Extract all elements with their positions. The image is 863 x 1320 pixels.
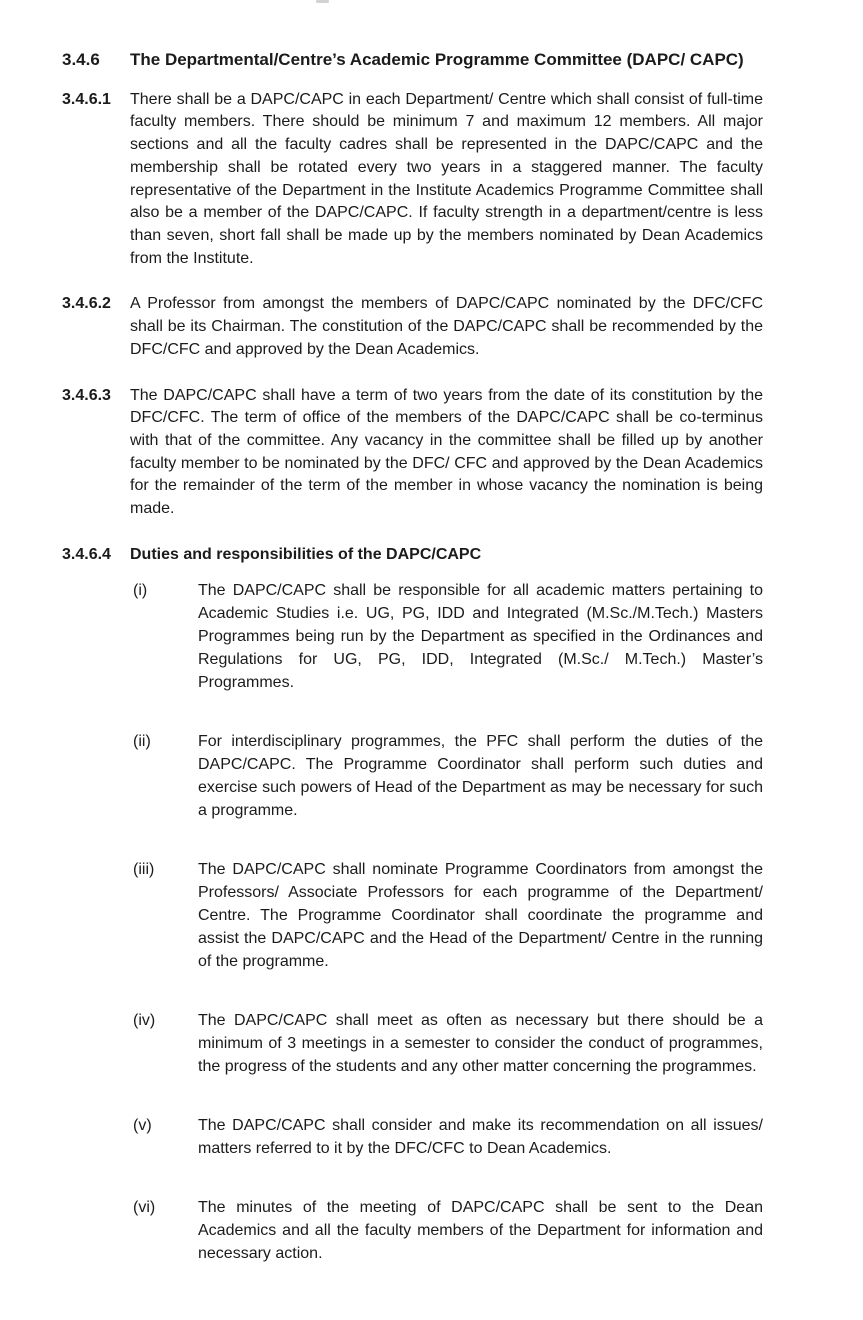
- duties-list: [62, 579, 763, 1266]
- clause-number: 3.4.6.3: [62, 386, 111, 404]
- clause-number: 3.4.6.2: [62, 295, 111, 313]
- duty-item-vi: [133, 1196, 763, 1265]
- clause-number: 3.4.6.4: [62, 545, 111, 563]
- duty-item-i: [133, 579, 763, 694]
- duty-label: (v): [133, 1117, 152, 1135]
- duty-label: (i): [133, 581, 148, 599]
- clause-text: A Professor from amongst the members of DAPC/CAPC nominated by the DFC/CFC shall be its Chairman. The constitution of the DAPC/CAPC shall be recommended by the DFC/CFC and approved by the Dean Academics.: [130, 295, 763, 358]
- clause-number: 3.4.6.1: [62, 90, 111, 108]
- clause-text: Duties and responsibilities of the DAPC/CAPC: [130, 545, 482, 563]
- duty-text: The DAPC/CAPC shall nominate Programme Coordinators from amongst the Professors/ Associate Professors for each programme of the Department/ Centre. The Programme Coordinator shall coordinate the programme and assist the DAPC/CAPC and the Head of the Department/ Centre in the running of the programme.: [198, 860, 763, 970]
- clause-3464-heading: [62, 544, 763, 567]
- clause-text: There shall be a DAPC/CAPC in each Department/ Centre which shall consist of full-time faculty members. There should be minimum 7 and maximum 12 members. All major sections and all the faculty cadres shall be represented in the DAPC/CAPC and the membership shall be rotated every two years in a staggered manner. The faculty representative of the Department in the Institute Academics Programme Committee shall also be a member of the DAPC/CAPC. If faculty strength in a department/centre is less than seven, short fall shall be made up by the members nominated by Dean Academics from the Institute.: [130, 90, 763, 267]
- duty-text: The DAPC/CAPC shall be responsible for all academic matters pertaining to Academic Studies i.e. UG, PG, IDD and Integrated (M.Sc./M.Tech.) Masters Programmes being run by the Department as specified in the Ordinances and Regulations for UG, PG, IDD, Integrated (M.Sc./ M.Tech.) Master’s Programmes.: [198, 581, 763, 691]
- duty-item-ii: [133, 730, 763, 822]
- duty-item-v: [133, 1114, 763, 1160]
- duty-item-iii: [133, 858, 763, 973]
- duty-text: The minutes of the meeting of DAPC/CAPC shall be sent to the Dean Academics and all the faculty members of the Department for information and necessary action.: [198, 1199, 763, 1263]
- duty-label: (ii): [133, 732, 151, 750]
- clause-3461: [62, 89, 763, 271]
- clause-3462: [62, 293, 763, 361]
- clause-text: The DAPC/CAPC shall have a term of two years from the date of its constitution by the DFC/CFC. The term of office of the members of the DAPC/CAPC shall be co-terminus with that of the committee. Any vacancy in the committee shall be filled up by another faculty member to be nominated by the DFC/ CFC and approved by the Dean Academics for the remainder of the term of the member in whose vacancy the nomination is being made.: [130, 386, 763, 518]
- duty-text: The DAPC/CAPC shall consider and make its recommendation on all issues/ matters referred to it by the DFC/CFC to Dean Academics.: [198, 1117, 763, 1158]
- section-number: 3.4.6: [62, 50, 100, 69]
- duty-label: (vi): [133, 1199, 156, 1217]
- duty-label: (iii): [133, 860, 155, 878]
- duty-text: The DAPC/CAPC shall meet as often as necessary but there should be a minimum of 3 meetings in a semester to consider the conduct of programmes, the progress of the students and any other matter concerning the programmes.: [198, 1012, 763, 1076]
- scan-artifact: [316, 0, 329, 3]
- duty-text: For interdisciplinary programmes, the PFC shall perform the duties of the DAPC/CAPC. The Programme Coordinator shall perform such duties and exercise such powers of Head of the Department as may be necessary for such a programme.: [198, 732, 763, 819]
- section-heading: [62, 48, 763, 73]
- section-title: The Departmental/Centre’s Academic Programme Committee (DAPC/ CAPC): [130, 50, 744, 69]
- clause-3463: [62, 385, 763, 521]
- duty-label: (iv): [133, 1012, 156, 1030]
- duty-item-iv: [133, 1009, 763, 1078]
